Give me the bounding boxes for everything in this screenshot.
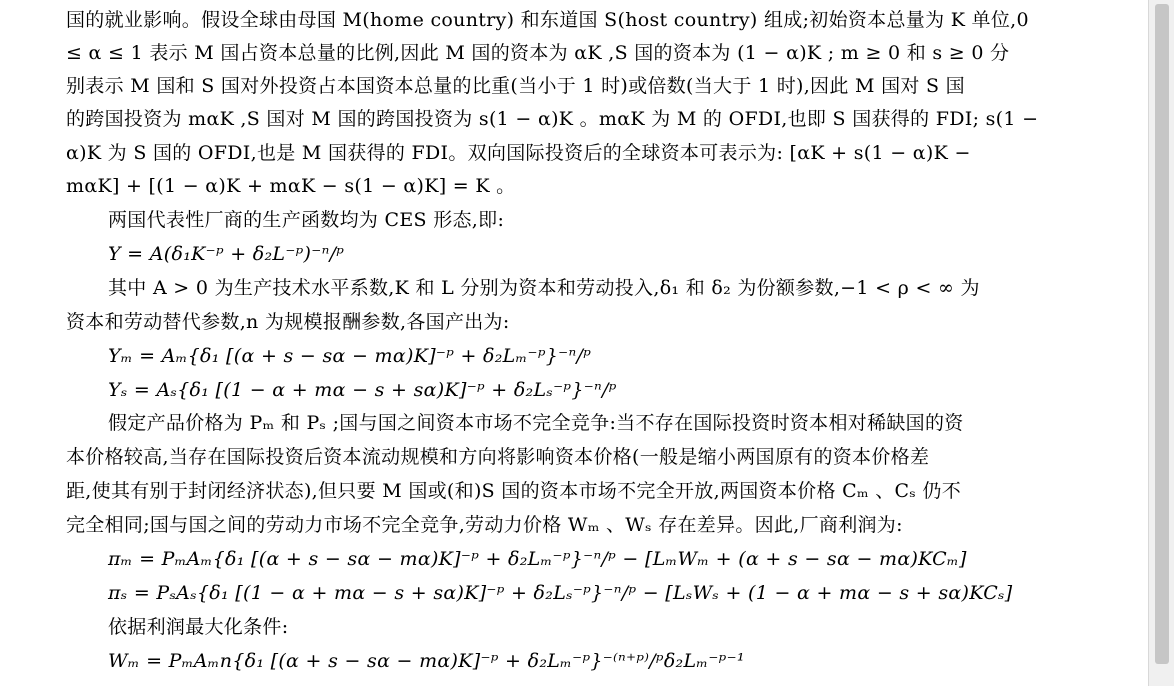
equation-output-m: Yₘ = Aₘ{δ₁ [(α + s − sα − mα)K]⁻ᵖ + δ₂Lₘ⁻ᵖ}⁻ⁿ/ᵖ xyxy=(108,345,592,367)
scrollbar-thumb[interactable] xyxy=(1155,4,1169,664)
equation-profit-s: πₛ = PₛAₛ{δ₁ [(1 − α + mα − s + sα)K]⁻ᵖ + δ₂Lₛ⁻ᵖ}⁻ⁿ/ᵖ − [LₛWₛ + (1 − α + mα − s + sα)KCₛ] xyxy=(108,582,1013,604)
text-line-params-2: 资本和劳动替代参数,n 为规模报酬参数,各国产出为: xyxy=(66,311,510,333)
equation-wage-m: Wₘ = PₘAₘn{δ₁ [(α + s − sα − mα)K]⁻ᵖ + δ₂Lₘ⁻ᵖ}⁻⁽ⁿ⁺ᵖ⁾/ᵖδ₂Lₘ⁻ᵖ⁻¹ xyxy=(108,650,745,672)
text-line-setup-5: α)K 为 S 国的 OFDI,也是 M 国获得的 FDI。双向国际投资后的全球资本可表示为: [αK + s(1 − α)K − xyxy=(66,142,971,164)
text-line-prices-1: 假定产品价格为 Pₘ 和 Pₛ ;国与国之间资本市场不完全竞争:当不存在国际投资时资本相对稀缺国的资 xyxy=(108,412,964,434)
text-line-setup-3: 别表示 M 国和 S 国对外投资占本国资本总量的比重(当小于 1 时)或倍数(当大于 1 时),因此 M 国对 S 国 xyxy=(66,75,965,97)
text-line-prices-4: 完全相同;国与国之间的劳动力市场不完全竞争,劳动力价格 Wₘ 、Wₛ 存在差异。因此,厂商利润为: xyxy=(66,514,903,536)
equation-profit-m: πₘ = PₘAₘ{δ₁ [(α + s − sα − mα)K]⁻ᵖ + δ₂Lₘ⁻ᵖ}⁻ⁿ/ᵖ − [LₘWₘ + (α + s − sα − mα)KCₘ] xyxy=(108,548,967,570)
text-line-prices-2: 本价格较高,当存在国际投资后资本流动规模和方向将影响资本价格(一般是缩小两国原有的资本价格差 xyxy=(66,446,930,468)
text-line-prices-3: 距,使其有别于封闭经济状态),但只要 M 国或(和)S 国的资本市场不完全开放,两国资本价格 Cₘ 、Cₛ 仍不 xyxy=(66,480,961,502)
text-line-setup-6: mαK] + [(1 − α)K + mαK − s(1 − α)K] = K 。 xyxy=(66,175,516,197)
ces-intro-text: 两国代表性厂商的生产函数均为 CES 形态,即: xyxy=(108,209,505,231)
foc-intro-text: 依据利润最大化条件: xyxy=(108,616,289,638)
equation-output-s: Yₛ = Aₛ{δ₁ [(1 − α + mα − s + sα)K]⁻ᵖ + δ₂Lₛ⁻ᵖ}⁻ⁿ/ᵖ xyxy=(108,379,617,401)
text-line-params-1: 其中 A > 0 为生产技术水平系数,K 和 L 分别为资本和劳动投入,δ₁ 和 δ₂ 为份额参数,−1 < ρ < ∞ 为 xyxy=(108,277,980,299)
text-line-setup-2: ≤ α ≤ 1 表示 M 国占资本总量的比例,因此 M 国的资本为 αK ,S 国的资本为 (1 − α)K ; m ≥ 0 和 s ≥ 0 分 xyxy=(66,42,1010,64)
vertical-scrollbar[interactable] xyxy=(1148,0,1174,686)
text-line-setup-4: 的跨国投资为 mαK ,S 国对 M 国的跨国投资为 s(1 − α)K 。mαK 为 M 的 OFDI,也即 S 国获得的 FDI; s(1 − xyxy=(66,108,1039,130)
text-line-setup-1: 国的就业影响。假设全球由母国 M(home country) 和东道国 S(host country) 组成;初始资本总量为 K 单位,0 xyxy=(66,9,1029,31)
equation-ces: Y = A(δ₁K⁻ᵖ + δ₂L⁻ᵖ)⁻ⁿ/ᵖ xyxy=(108,243,345,265)
